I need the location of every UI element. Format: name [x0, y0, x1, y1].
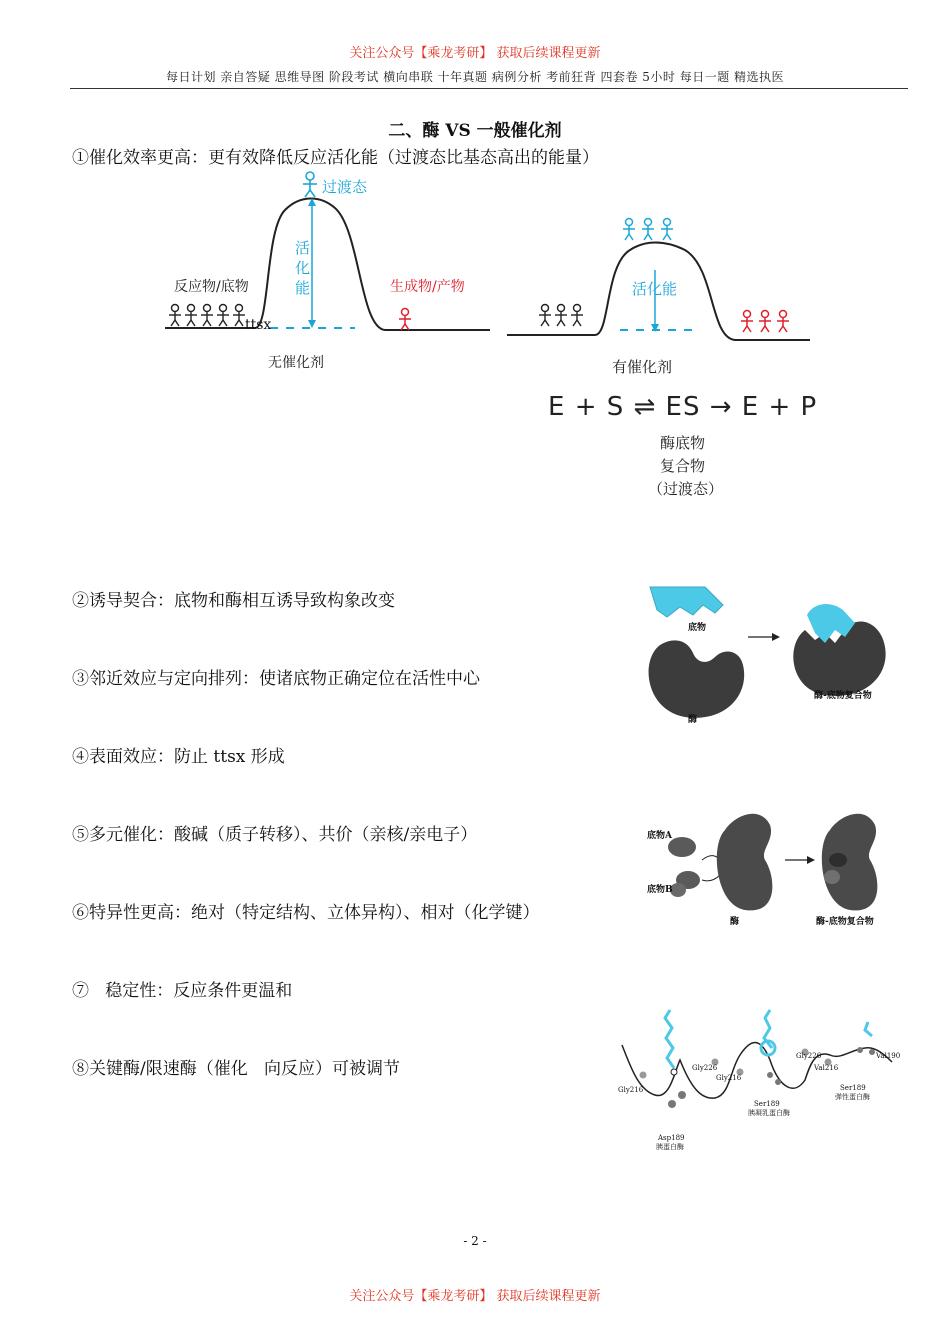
pocket-label-1: Gly216	[618, 1086, 644, 1094]
es-note-2: 复合物	[660, 457, 706, 475]
proximity-complex-label: 酶-底物复合物	[816, 917, 874, 927]
section-title: 二、酶 VS 一般催化剂	[388, 121, 562, 141]
pocket-label-11: Ser189	[840, 1084, 866, 1092]
product-figures-catalyzed	[741, 311, 789, 333]
point-8: ⑧关键酶/限速酶（催化 向反应）可被调节	[72, 1059, 400, 1079]
activation-label-left: 活化能	[295, 239, 311, 297]
transition-state-figure	[303, 172, 317, 197]
pocket-label-6: Gly226	[796, 1052, 822, 1060]
caption-uncatalyzed: 无催化剂	[268, 355, 324, 371]
point-6: ⑥特异性更高：绝对（特定结构、立体异构）、相对（化学键）	[72, 903, 540, 923]
baseline-note: ttsx	[245, 317, 272, 333]
product-label: 生成物/产物	[390, 279, 465, 295]
point-1: ①催化效率更高：更有效降低反应活化能（过渡态比基态高出的能量）	[72, 148, 599, 168]
proximity-substrate-a-label: 底物A	[647, 831, 672, 841]
pocket-label-5: Gly216	[716, 1074, 742, 1082]
pocket-label-12: 弹性蛋白酶	[835, 1093, 870, 1101]
es-note-3: （过渡态）	[648, 480, 724, 498]
pocket-label-8: 胰凝乳蛋白酶	[748, 1109, 790, 1117]
point-5: ⑤多元催化：酸碱（质子转移）、共价（亲核/亲电子）	[72, 825, 478, 845]
header-promo: 关注公众号【乘龙考研】 获取后续课程更新	[349, 46, 601, 61]
enzyme-shape	[649, 640, 745, 717]
header-menu: 每日计划 亲自答疑 思维导图 阶段考试 横向串联 十年真题 病例分析 考前狂背 四套卷 5小时 每日一题 精选执医	[165, 70, 785, 84]
reactant-figures-catalyzed	[539, 305, 583, 327]
induced-fit-figure	[645, 585, 895, 725]
substrate-shape	[650, 587, 723, 617]
induced-fit-substrate-label: 底物	[688, 623, 707, 633]
specificity-pockets-figure	[620, 1000, 895, 1150]
pocket-label-10: Val190	[876, 1052, 901, 1060]
es-note-1: 酶底物	[660, 434, 706, 452]
point-4: ④表面效应：防止 ttsx 形成	[72, 747, 285, 767]
product-figure	[399, 309, 411, 331]
point-2: ②诱导契合：底物和酶相互诱导致构象改变	[72, 591, 395, 611]
induced-fit-complex-label: 酶-底物复合物	[814, 691, 872, 701]
footer-promo: 关注公众号【乘龙考研】 获取后续课程更新	[349, 1289, 601, 1304]
reactant-figures	[169, 305, 245, 327]
proximity-figure	[640, 805, 890, 925]
activation-label-right: 活化能	[632, 280, 678, 298]
pocket-label-2: Gly226	[692, 1064, 718, 1072]
pocket-label-4: 胰蛋白酶	[656, 1143, 684, 1151]
induced-fit-enzyme-label: 酶	[688, 715, 698, 725]
pocket-label-9: Val216	[814, 1064, 839, 1072]
transition-state-figures	[623, 219, 673, 241]
caption-catalyzed: 有催化剂	[612, 358, 673, 376]
reaction-equation: E + S ⇌ ES → E + P	[548, 392, 818, 422]
proximity-substrate-b-label: 底物B	[647, 885, 673, 895]
pocket-label-3: Asp189	[658, 1134, 685, 1142]
proximity-enzyme-label: 酶	[730, 917, 740, 927]
point-7: ⑦ 稳定性：反应条件更温和	[72, 981, 293, 1001]
reactant-label: 反应物/底物	[174, 279, 249, 295]
transition-label: 过渡态	[322, 178, 368, 196]
point-3: ③邻近效应与定向排列：使诸底物正确定位在活性中心	[72, 669, 480, 689]
page-number: - 2 -	[463, 1234, 487, 1248]
pocket-label-7: Ser189	[754, 1100, 780, 1108]
header-divider	[70, 88, 908, 89]
